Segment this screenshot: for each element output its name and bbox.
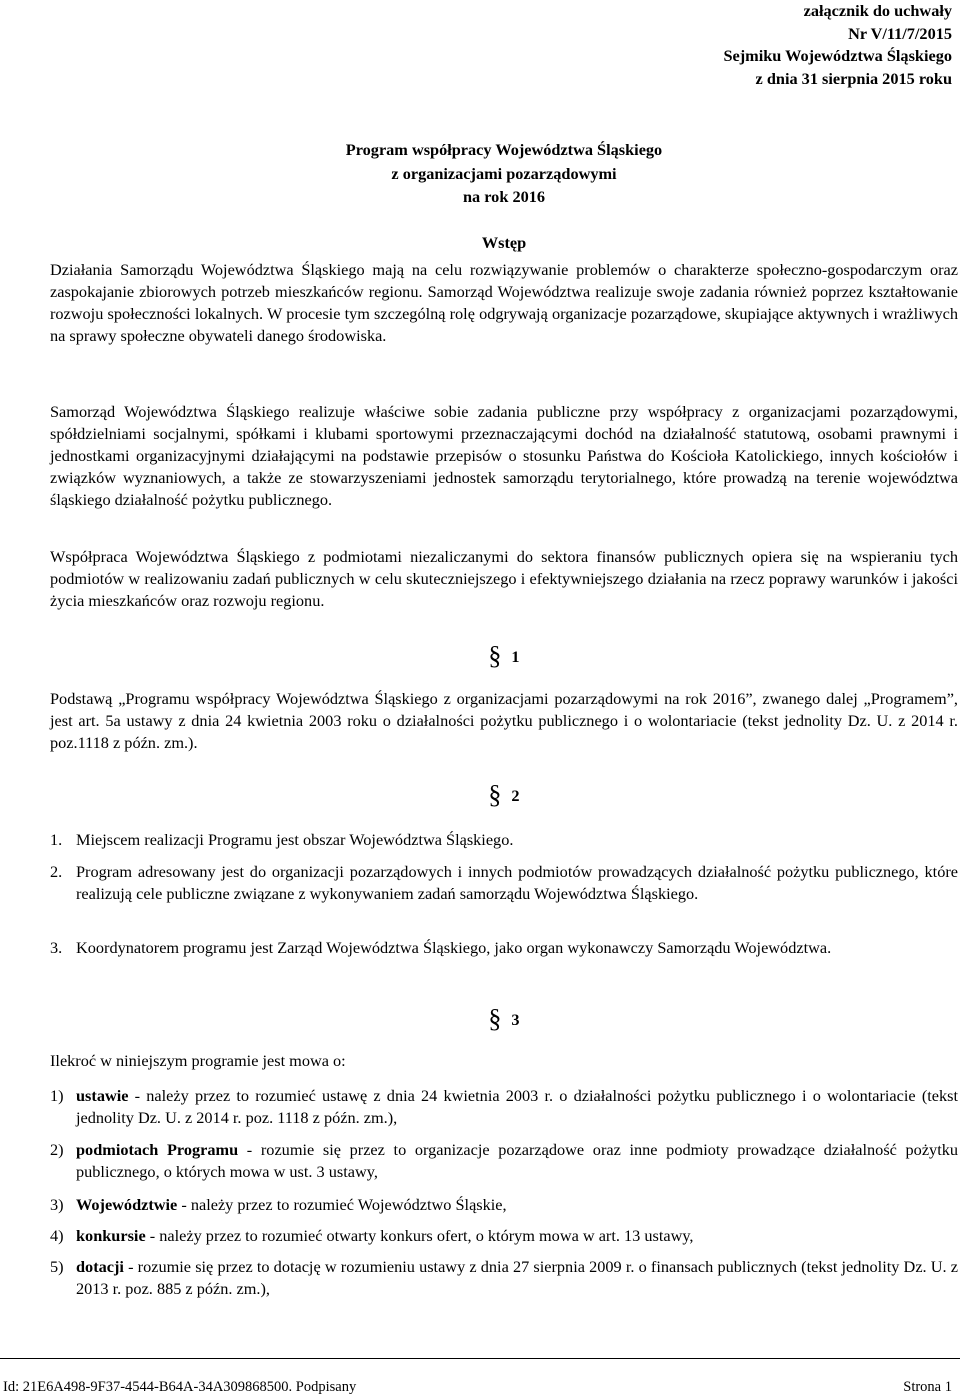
section-symbol: § — [488, 641, 502, 670]
item-number: 1) — [50, 1086, 64, 1105]
section-3-lead: Ilekroć w niniejszym programie jest mowa o: — [50, 1051, 346, 1070]
definition-item — [50, 1194, 958, 1216]
header-line-4: z dnia 31 sierpnia 2015 roku — [755, 69, 952, 89]
item-number: 2) — [50, 1140, 64, 1159]
item-number: 3) — [50, 1195, 64, 1214]
definition-item — [50, 1139, 958, 1183]
definition-item — [50, 1256, 958, 1300]
document-title — [50, 138, 958, 209]
definition-text: - należy przez to rozumieć otwarty konkurs ofert, o którym mowa w art. 13 ustawy, — [145, 1226, 694, 1245]
resolution-header — [723, 0, 952, 91]
item-number: 4) — [50, 1226, 64, 1245]
definition-text: - rozumie się przez to organizacje pozarządowe oraz inne podmioty prowadzące działalność pożytku publicznego, o których mowa w ust. 3 ustawy, — [76, 1140, 958, 1181]
intro-heading: Wstęp — [481, 233, 527, 252]
item-text: Miejscem realizacji Programu jest obszar Województwa Śląskiego. — [76, 830, 514, 849]
header-line-3: Sejmiku Województwa Śląskiego — [723, 46, 952, 66]
definition-item — [50, 1225, 958, 1247]
definition-term: konkursie — [76, 1226, 146, 1245]
page-number: Strona 1 — [903, 1379, 952, 1395]
definition-item — [50, 1085, 958, 1129]
section-symbol: § — [488, 1004, 502, 1033]
definition-term: Województwie — [76, 1195, 178, 1214]
title-line-2: z organizacjami pozarządowymi — [391, 163, 617, 183]
list-item — [50, 937, 958, 959]
section-number: 3 — [511, 1010, 520, 1029]
intro-paragraph-1: Działania Samorządu Województwa Śląskiego mają na celu rozwiązywanie problemów o charakterze społeczno-gospodarczym oraz zaspokajanie zbiorowych potrzeb mieszkańców regionu. Samorząd Województwa realizuje swoje zadania również poprzez kształtowanie rozwoju społeczności lokalnych. W procesie tym szczególną rolę odgrywają organizacje pozarządowe, skupiające aktywnych i wrażliwych na sprawy społeczne obywateli danego środowiska. — [50, 260, 958, 345]
section-number: 2 — [511, 786, 520, 805]
section-symbol: § — [488, 780, 502, 809]
section-1-text: Podstawą „Programu współpracy Województwa Śląskiego z organizacjami pozarządowymi na rok 2016”, zwanego dalej „Programem”, jest art. 5a ustawy z dnia 24 kwietnia 2003 roku o działalności pożytku publicznego i o wolontariacie (tekst jednolity Dz. U. z 2014 r. poz.1118 z późn. zm.). — [50, 689, 958, 752]
item-number: 3. — [50, 938, 63, 957]
definition-term: dotacji — [76, 1257, 124, 1276]
item-text: Koordynatorem programu jest Zarząd Województwa Śląskiego, jako organ wykonawczy Samorządu Województwa. — [76, 938, 832, 957]
list-item — [50, 829, 958, 851]
list-item — [50, 861, 958, 905]
header-line-2: Nr V/11/7/2015 — [848, 23, 952, 43]
section-2-heading — [50, 780, 958, 809]
title-line-3: na rok 2016 — [462, 187, 546, 206]
item-number: 2. — [50, 862, 63, 881]
definition-text: - należy przez to rozumieć ustawę z dnia 24 kwietnia 2003 r. o działalności pożytku publicznego i o wolontariacie (tekst jednolity Dz. U. z 2014 r. poz. 1118 z późn. zm.), — [76, 1086, 958, 1127]
section-number: 1 — [511, 647, 520, 666]
definition-term: ustawie — [76, 1086, 129, 1105]
item-number: 1. — [50, 830, 63, 849]
item-text: Program adresowany jest do organizacji pozarządowych i innych podmiotów prowadzących działalność pożytku publicznego, które realizują cele publiczne związane z wykonywaniem zadań samorządu Województwa Śląskiego. — [76, 862, 958, 903]
definition-text: - należy przez to rozumieć Województwo Śląskie, — [177, 1195, 507, 1214]
intro-paragraph-3: Współpraca Województwa Śląskiego z podmiotami niezaliczanymi do sektora finansów publicznych opiera się na wspieraniu tych podmiotów w realizowaniu zadań publicznych w celu skuteczniejszego i efektywniejszego działania na rzecz poprawy warunków i jakości życia mieszkańców oraz rozwoju regionu. — [50, 547, 958, 610]
definition-text: - rozumie się przez to dotację w rozumieniu ustawy z dnia 27 sierpnia 2009 r. o finansach publicznych (tekst jednolity Dz. U. z 2013 r. poz. 885 z późn. zm.), — [76, 1257, 958, 1298]
title-line-1: Program współpracy Województwa Śląskiego — [345, 140, 663, 159]
section-3-heading — [50, 1004, 958, 1033]
intro-paragraph-2: Samorząd Województwa Śląskiego realizuje właściwe sobie zadania publiczne przy współpracy z organizacjami pozarządowymi, spółdzielniami socjalnymi, spółkami i klubami sportowymi przeznaczającymi dochód na działalność statutową, osobami prawnymi i jednostkami organizacyjnymi działającymi na podstawie przepisów o stosunku Państwa do Kościoła Katolickiego, innych kościołów i związków wyznaniowych, a także ze stowarzyszeniami jednostek samorządu terytorialnego, które prowadzą na terenie województwa śląskiego działalność pożytku publicznego. — [50, 402, 958, 509]
header-line-1: załącznik do uchwały — [803, 1, 952, 20]
section-1-heading — [50, 641, 958, 670]
definition-term: podmiotach Programu — [76, 1140, 239, 1159]
document-id: Id: 21E6A498-9F37-4544-B64A-34A309868500. Podpisany — [3, 1379, 357, 1395]
item-number: 5) — [50, 1257, 64, 1276]
page-footer — [0, 1358, 960, 1397]
